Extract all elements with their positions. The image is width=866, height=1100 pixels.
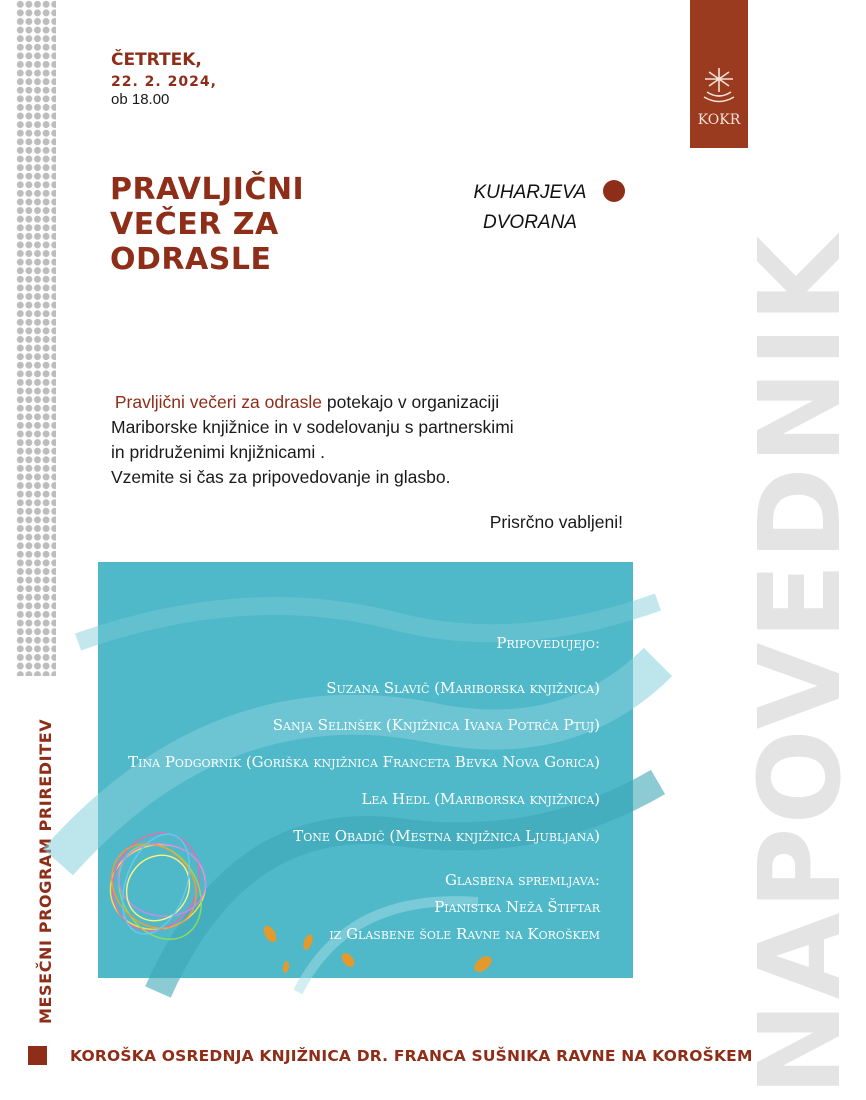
intro-line2: Mariborske knjižnice in v sodelovanju s partnerskimi [111,417,514,437]
intro-line4: Vzemite si čas za pripovedovanje in glasbo. [111,467,451,487]
intro-text [110,390,514,490]
storyteller-item: Lea Hedl (Mariborska knjižnica) [361,790,600,808]
location-line: KUHARJEVA [473,182,587,203]
greeting: Prisrčno vabljeni! [489,512,623,532]
napovednik-vertical-text: NAPOVEDNIK [736,232,866,1096]
storyteller-item: Tina Podgornik (Goriška knjižnica Franceta Bevka Nova Gorica) [128,753,600,771]
book-logo-icon [695,66,743,130]
title-line: PRAVLJIČNI [110,172,305,207]
library-logo [690,0,748,148]
monthly-program-label: MESEČNI PROGRAM PRIREDITEV [36,718,55,1024]
storytellers-list [128,634,600,948]
title-line: VEČER ZA [110,207,279,242]
storyteller-item: Tone Obadič (Mestna knjižnica Ljubljana) [293,827,600,845]
location-line: DVORANA [483,212,577,233]
storyteller-item: Suzana Slavič (Mariborska knjižnica) [326,679,600,697]
title-line: ODRASLE [110,242,272,277]
event-day: ČETRTEK, [111,50,202,70]
intro-line3: in pridruženimi knjižnicami . [111,442,325,462]
intro-highlight: Pravljični večeri za odrasle [114,392,323,412]
event-date: 22. 2. 2024, [111,74,217,90]
library-name-footer: KOROŠKA OSREDNJA KNJIŽNICA DR. FRANCA SUŠNIKA RAVNE NA KOROŠKEM [70,1047,753,1065]
event-location [460,178,600,238]
location-dot [603,180,625,202]
music-line: iz Glasbene šole Ravne na Koroškem [329,925,600,943]
music-heading: Glasbena spremljava: [444,871,600,889]
date-block [111,50,217,108]
storytellers-heading: Pripovedujejo: [496,634,600,652]
event-title [110,172,304,277]
music-line: Pianistka Neža Štiftar [434,898,600,916]
intro-line1: potekajo v organizaciji [322,392,500,412]
dotted-decoration [16,0,56,676]
storyteller-item: Sanja Selinšek (Knjižnica Ivana Potrča Ptuj) [272,716,600,734]
logo-text: KOKR [697,112,741,128]
event-time: ob 18.00 [111,91,170,108]
storytellers-panel [98,562,633,978]
footer-square [28,1046,47,1065]
